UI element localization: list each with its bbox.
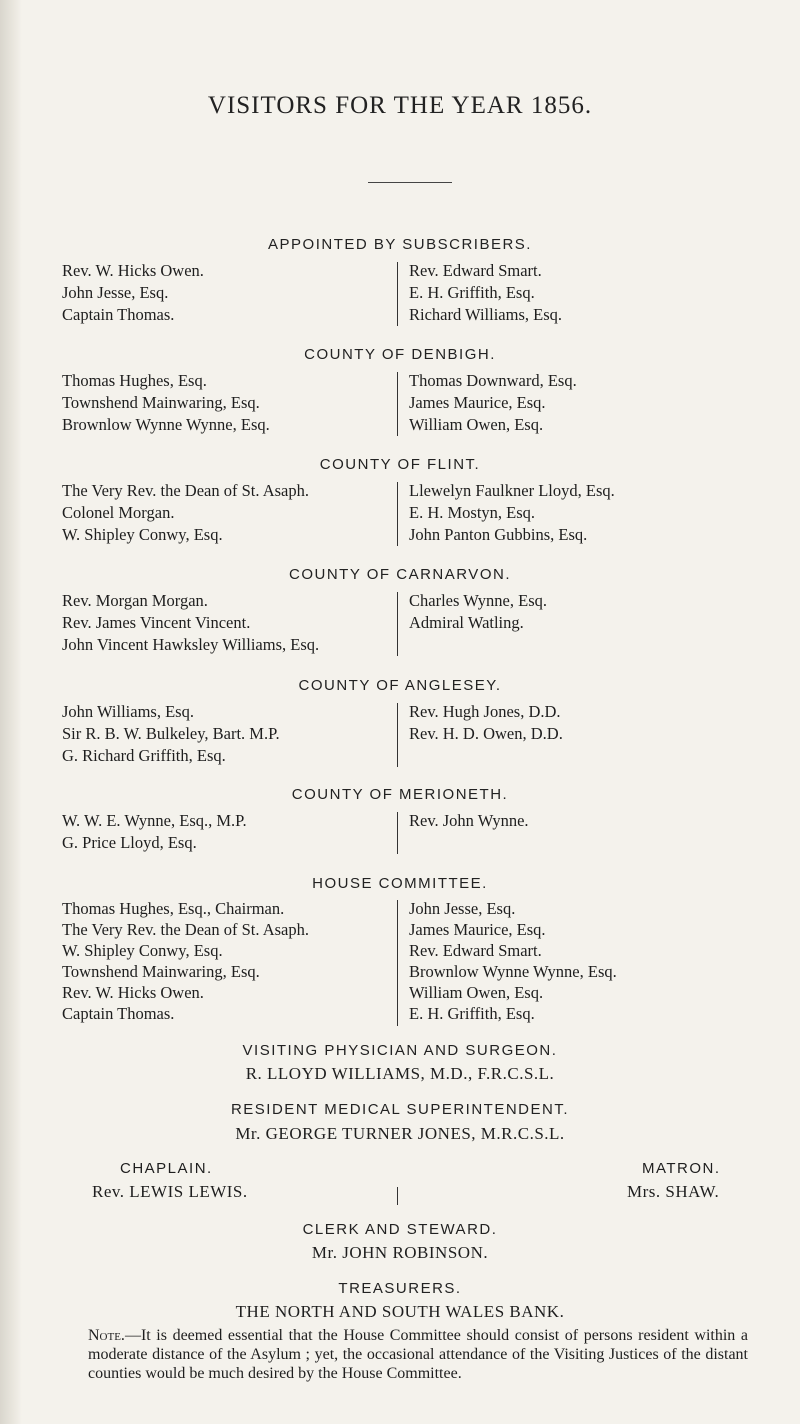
list-item: John Jesse, Esq. [409, 899, 516, 918]
list-item: G. Richard Griffith, Esq. [62, 746, 226, 765]
title-rule [368, 182, 452, 183]
list-item: Captain Thomas. [62, 305, 175, 324]
list-item: Rev. John Wynne. [409, 811, 529, 830]
list-item: Rev. W. Hicks Owen. [62, 261, 204, 280]
list-item: The Very Rev. the Dean of St. Asaph. [62, 920, 309, 939]
house-right-column [409, 898, 617, 1024]
section-heading-denbigh: COUNTY OF DENBIGH. [304, 346, 496, 363]
column-divider [397, 592, 398, 656]
list-item: Richard Williams, Esq. [409, 305, 563, 324]
page-title: VISITORS FOR THE YEAR 1856. [207, 92, 593, 119]
superintendent-name: Mr. GEORGE TURNER JONES, M.R.C.S.L. [235, 1124, 565, 1143]
treasurers-name: THE NORTH AND SOUTH WALES BANK. [235, 1302, 565, 1321]
physician-name: R. LLOYD WILLIAMS, M.D., F.R.C.S.L. [245, 1064, 555, 1083]
column-divider [397, 262, 398, 326]
section-heading-matron: MATRON. [642, 1160, 721, 1177]
list-item: William Owen, Esq. [409, 415, 544, 434]
section-heading-subscribers: APPOINTED BY SUBSCRIBERS. [268, 236, 532, 253]
list-item: John Panton Gubbins, Esq. [409, 525, 588, 544]
list-item: John Williams, Esq. [62, 702, 194, 721]
list-item: John Jesse, Esq. [62, 283, 169, 302]
list-item: Captain Thomas. [62, 1004, 175, 1023]
column-divider [397, 812, 398, 854]
list-item: Thomas Hughes, Esq., Chairman. [62, 899, 285, 918]
carnarvon-right-column [409, 590, 547, 634]
section-heading-carnarvon: COUNTY OF CARNARVON. [289, 566, 511, 583]
denbigh-right-column [409, 370, 577, 436]
flint-right-column [409, 480, 615, 546]
section-heading-flint: COUNTY OF FLINT. [319, 456, 481, 473]
section-heading-anglesey: COUNTY OF ANGLESEY. [298, 677, 502, 694]
denbigh-left-column [62, 370, 270, 436]
list-item: E. H. Mostyn, Esq. [409, 503, 536, 522]
section-heading-chaplain: CHAPLAIN. [120, 1160, 213, 1177]
section-heading-clerk: CLERK AND STEWARD. [302, 1221, 498, 1238]
section-heading-physician: VISITING PHYSICIAN AND SURGEON. [242, 1042, 558, 1059]
list-item: W. Shipley Conwy, Esq. [62, 941, 223, 960]
list-item: Sir R. B. W. Bulkeley, Bart. M.P. [62, 724, 280, 743]
list-item: Rev. Hugh Jones, D.D. [409, 702, 561, 721]
binding-gutter [0, 0, 22, 1424]
column-divider [397, 900, 398, 1026]
column-divider [397, 703, 398, 767]
list-item: James Maurice, Esq. [409, 393, 546, 412]
list-item: Rev. Morgan Morgan. [62, 591, 208, 610]
anglesey-right-column [409, 701, 563, 745]
column-divider [397, 482, 398, 546]
list-item: Charles Wynne, Esq. [409, 591, 548, 610]
column-divider [397, 372, 398, 436]
column-divider [397, 1187, 398, 1205]
list-item: Townshend Mainwaring, Esq. [62, 393, 260, 412]
carnarvon-left-column [62, 590, 319, 656]
anglesey-left-column [62, 701, 280, 767]
note-label: Note. [88, 1327, 125, 1344]
note-text: —It is deemed essential that the House Committee should consist of persons resident within a moderate distance of the Asylum ; yet, the occasional attendance of the Visiting Justices of the distant counties would be much desired by the House Committee. [88, 1327, 748, 1382]
list-item: Brownlow Wynne Wynne, Esq. [409, 962, 617, 981]
list-item: Llewelyn Faulkner Lloyd, Esq. [409, 481, 615, 500]
matron-name: Mrs. SHAW. [627, 1182, 720, 1201]
merioneth-left-column [62, 810, 247, 854]
list-item: W. Shipley Conwy, Esq. [62, 525, 223, 544]
footnote [88, 1326, 748, 1383]
house-left-column [62, 898, 309, 1024]
merioneth-right-column [409, 810, 529, 832]
list-item: Brownlow Wynne Wynne, Esq. [62, 415, 270, 434]
list-item: William Owen, Esq. [409, 983, 544, 1002]
list-item: Admiral Watling. [409, 613, 524, 632]
list-item: James Maurice, Esq. [409, 920, 546, 939]
list-item: Rev. James Vincent Vincent. [62, 613, 251, 632]
list-item: Thomas Downward, Esq. [409, 371, 577, 390]
list-item: John Vincent Hawksley Williams, Esq. [62, 635, 320, 654]
section-heading-superintendent: RESIDENT MEDICAL SUPERINTENDENT. [230, 1101, 570, 1118]
chaplain-name: Rev. LEWIS LEWIS. [92, 1182, 248, 1201]
flint-left-column [62, 480, 309, 546]
section-heading-merioneth: COUNTY OF MERIONETH. [291, 786, 509, 803]
list-item: Townshend Mainwaring, Esq. [62, 962, 260, 981]
list-item: Thomas Hughes, Esq. [62, 371, 207, 390]
list-item: Rev. Edward Smart. [409, 941, 542, 960]
section-heading-treasurers: TREASURERS. [338, 1280, 462, 1297]
list-item: Rev. W. Hicks Owen. [62, 983, 204, 1002]
list-item: Rev. H. D. Owen, D.D. [409, 724, 563, 743]
subscribers-left-column [62, 260, 204, 326]
list-item: Rev. Edward Smart. [409, 261, 542, 280]
subscribers-right-column [409, 260, 562, 326]
list-item: Colonel Morgan. [62, 503, 175, 522]
list-item: The Very Rev. the Dean of St. Asaph. [62, 481, 309, 500]
clerk-name: Mr. JOHN ROBINSON. [311, 1243, 489, 1262]
section-heading-house-committee: HOUSE COMMITTEE. [312, 875, 488, 892]
list-item: W. W. E. Wynne, Esq., M.P. [62, 811, 247, 830]
list-item: E. H. Griffith, Esq. [409, 1004, 535, 1023]
list-item: E. H. Griffith, Esq. [409, 283, 535, 302]
list-item: G. Price Lloyd, Esq. [62, 833, 197, 852]
